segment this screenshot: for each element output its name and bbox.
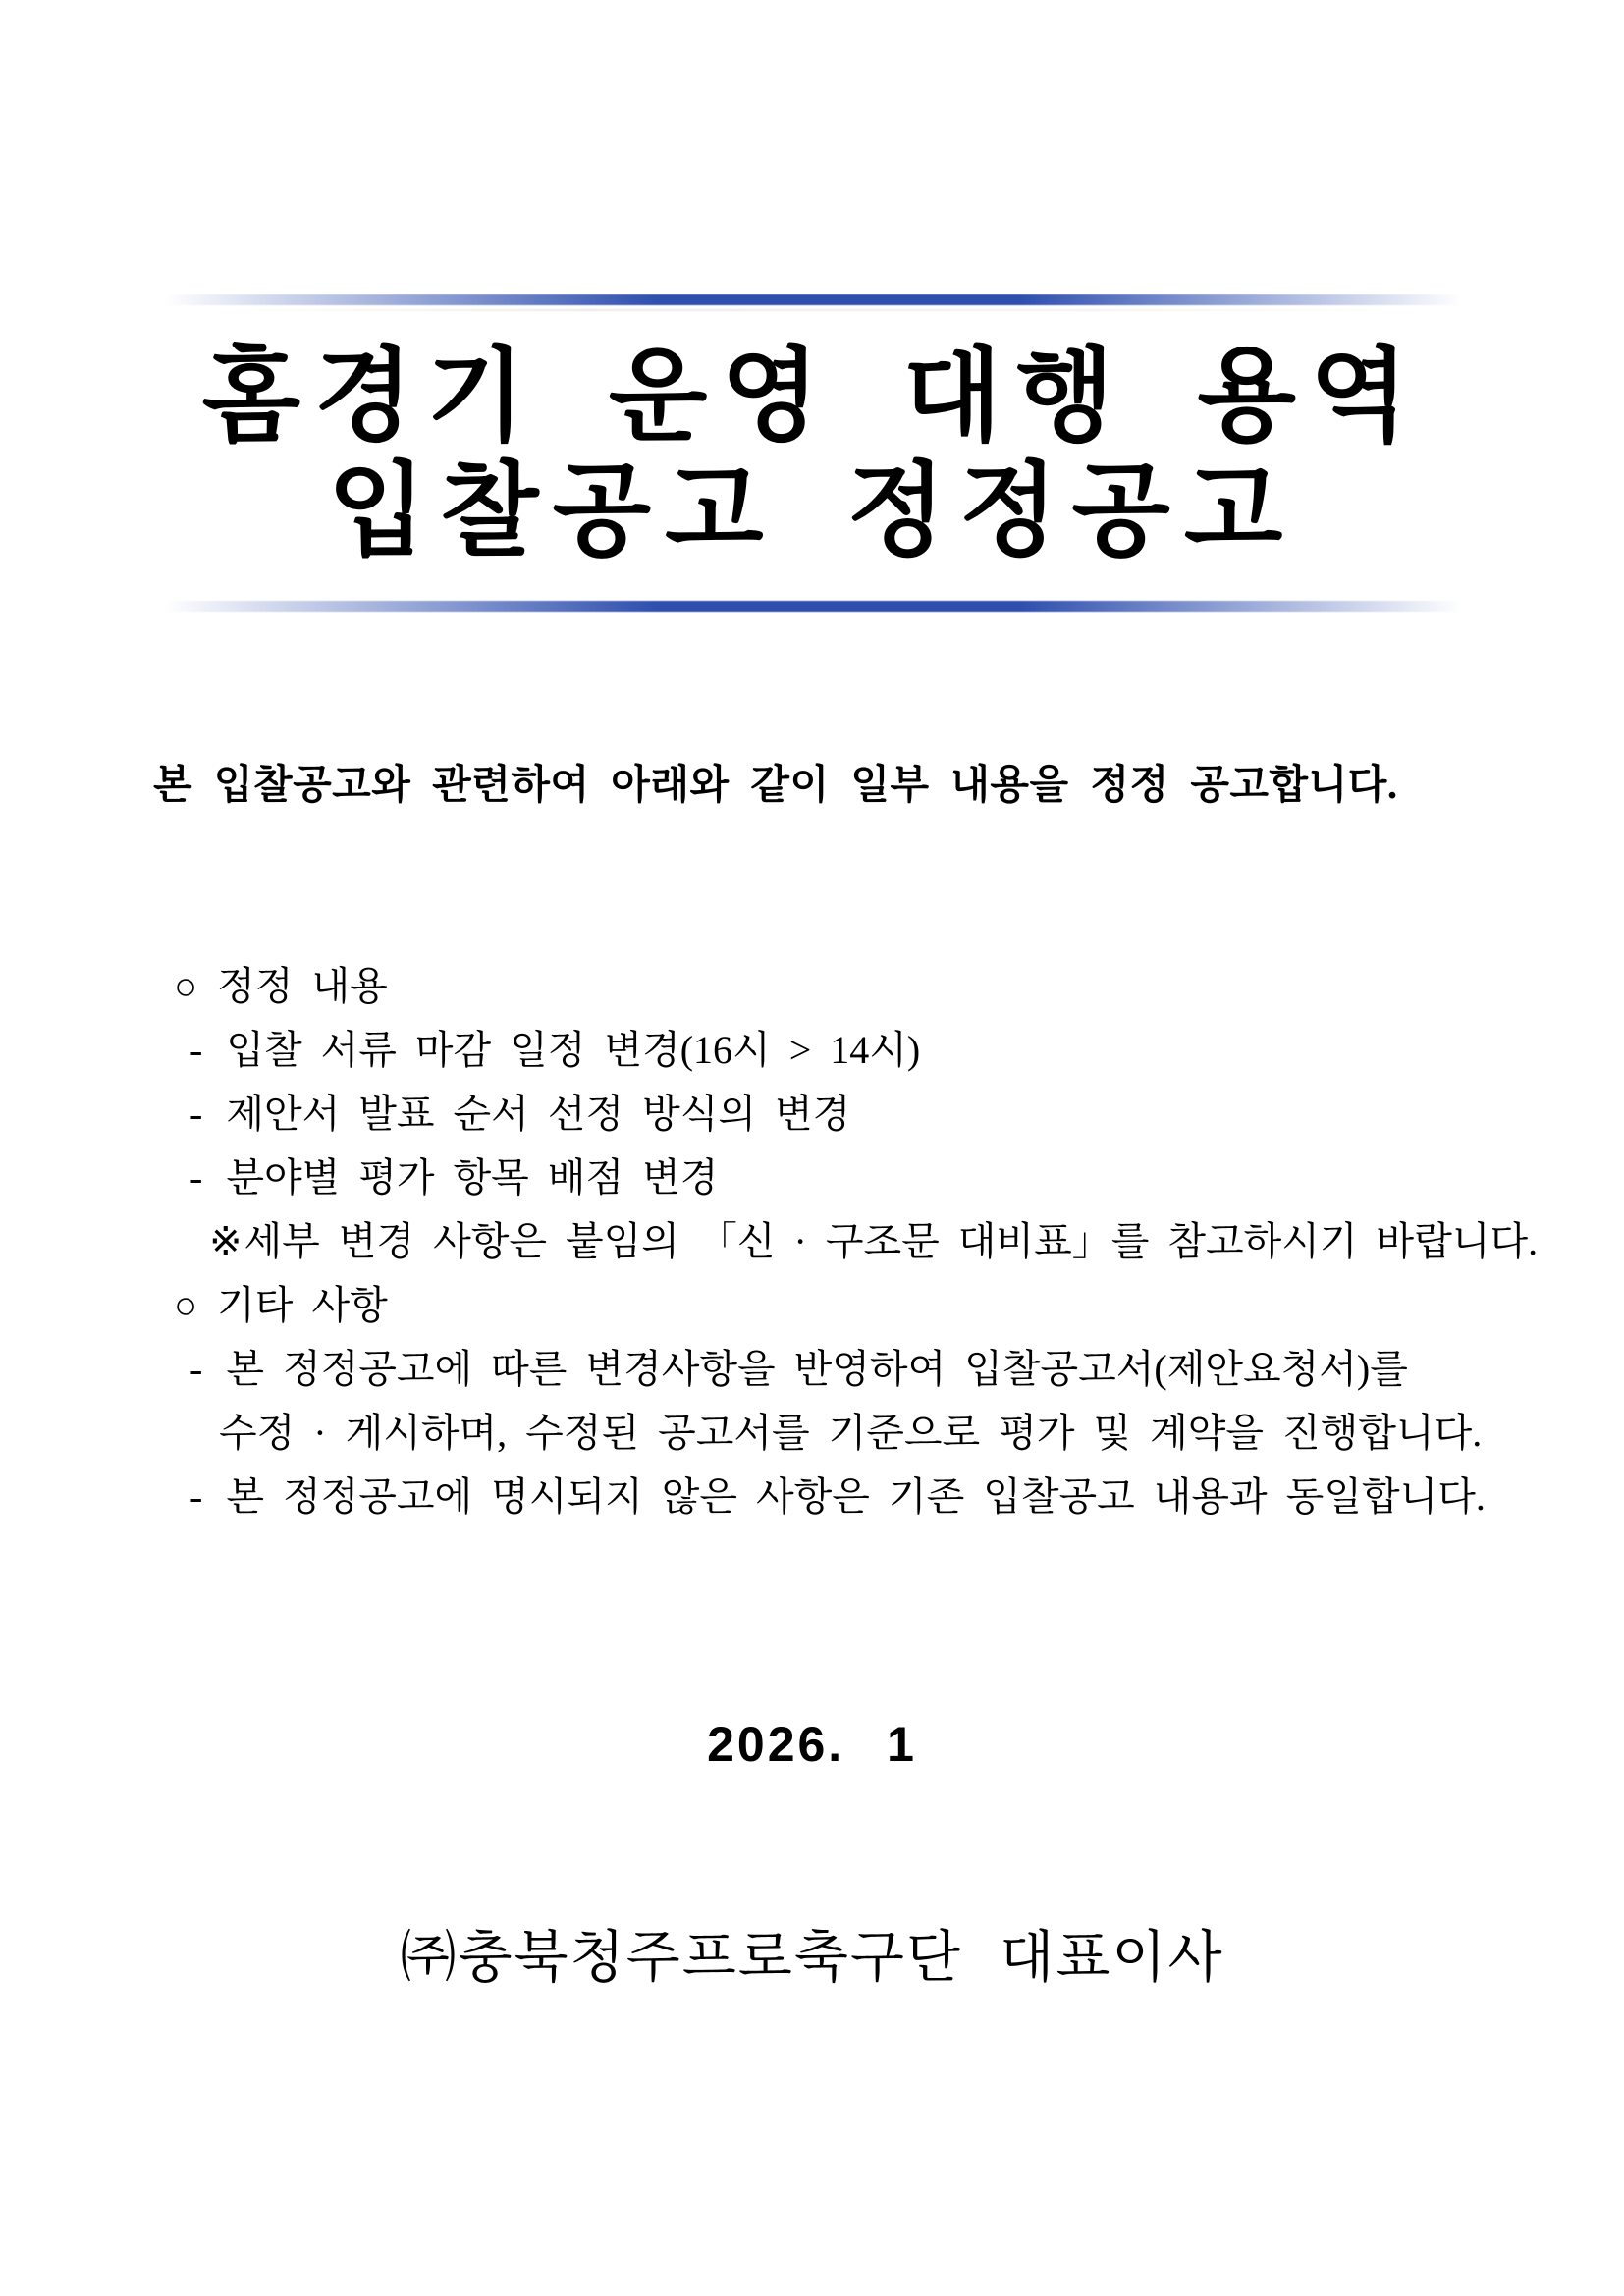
- title-line-2: 입찰공고 정정공고: [327, 454, 1297, 568]
- list-item-text: 수정 · 게시하며, 수정된 공고서를 기준으로 평가 및 계약을 진행합니다.: [219, 1411, 1483, 1455]
- list-item: [174, 1401, 1538, 1465]
- list-item-text: 본 정정공고에 명시되지 않은 사항은 기존 입찰공고 내용과 동일합니다.: [226, 1474, 1486, 1519]
- list-item-text: 정정 내용: [217, 964, 388, 1008]
- list-item: [174, 1337, 1538, 1401]
- list-item: [174, 1465, 1538, 1528]
- list-item-text: 분야별 평가 항목 배점 변경: [226, 1155, 719, 1200]
- document-title: [0, 340, 1624, 569]
- title-line-1: 홈경기 운영 대행 용역: [201, 340, 1423, 454]
- signature-line: ㈜충북청주프로축구단 대표이사: [400, 1927, 1224, 1989]
- list-item: [174, 1209, 1538, 1273]
- list-item-marker: -: [189, 1347, 203, 1391]
- list-item-text: 입찰 서류 마감 일정 변경(16시 > 14시): [226, 1028, 921, 1072]
- list-item-marker: ○: [174, 964, 198, 1008]
- intro-paragraph: 본 입찰공고와 관련하여 아래와 같이 일부 내용을 정정 공고합니다.: [153, 762, 1398, 807]
- list-item-text: 본 정정공고에 따른 변경사항을 반영하여 입찰공고서(제안요청서)를: [226, 1347, 1408, 1391]
- title-divider-bottom: [165, 601, 1461, 612]
- correction-list: [174, 954, 1538, 1528]
- list-item-marker: ○: [174, 1283, 198, 1327]
- list-item: [174, 1146, 1538, 1209]
- list-item-marker: -: [189, 1092, 203, 1136]
- list-item: [174, 1082, 1538, 1146]
- list-item: [174, 1018, 1538, 1082]
- list-item: [174, 954, 1538, 1018]
- list-item-marker: ※: [209, 1219, 243, 1263]
- document-date: 2026. 1: [707, 1717, 917, 1772]
- title-divider-top: [165, 294, 1461, 305]
- list-item-marker: -: [189, 1155, 203, 1200]
- list-item-text: 제안서 발표 순서 선정 방식의 변경: [226, 1092, 851, 1136]
- list-item-marker: -: [189, 1474, 203, 1519]
- list-item-text: 세부 변경 사항은 붙임의 「신 · 구조문 대비표」를 참고하시기 바랍니다.: [244, 1219, 1539, 1263]
- list-item-marker: -: [189, 1028, 203, 1072]
- list-item: [174, 1273, 1538, 1337]
- list-item-text: 기타 사항: [217, 1283, 388, 1327]
